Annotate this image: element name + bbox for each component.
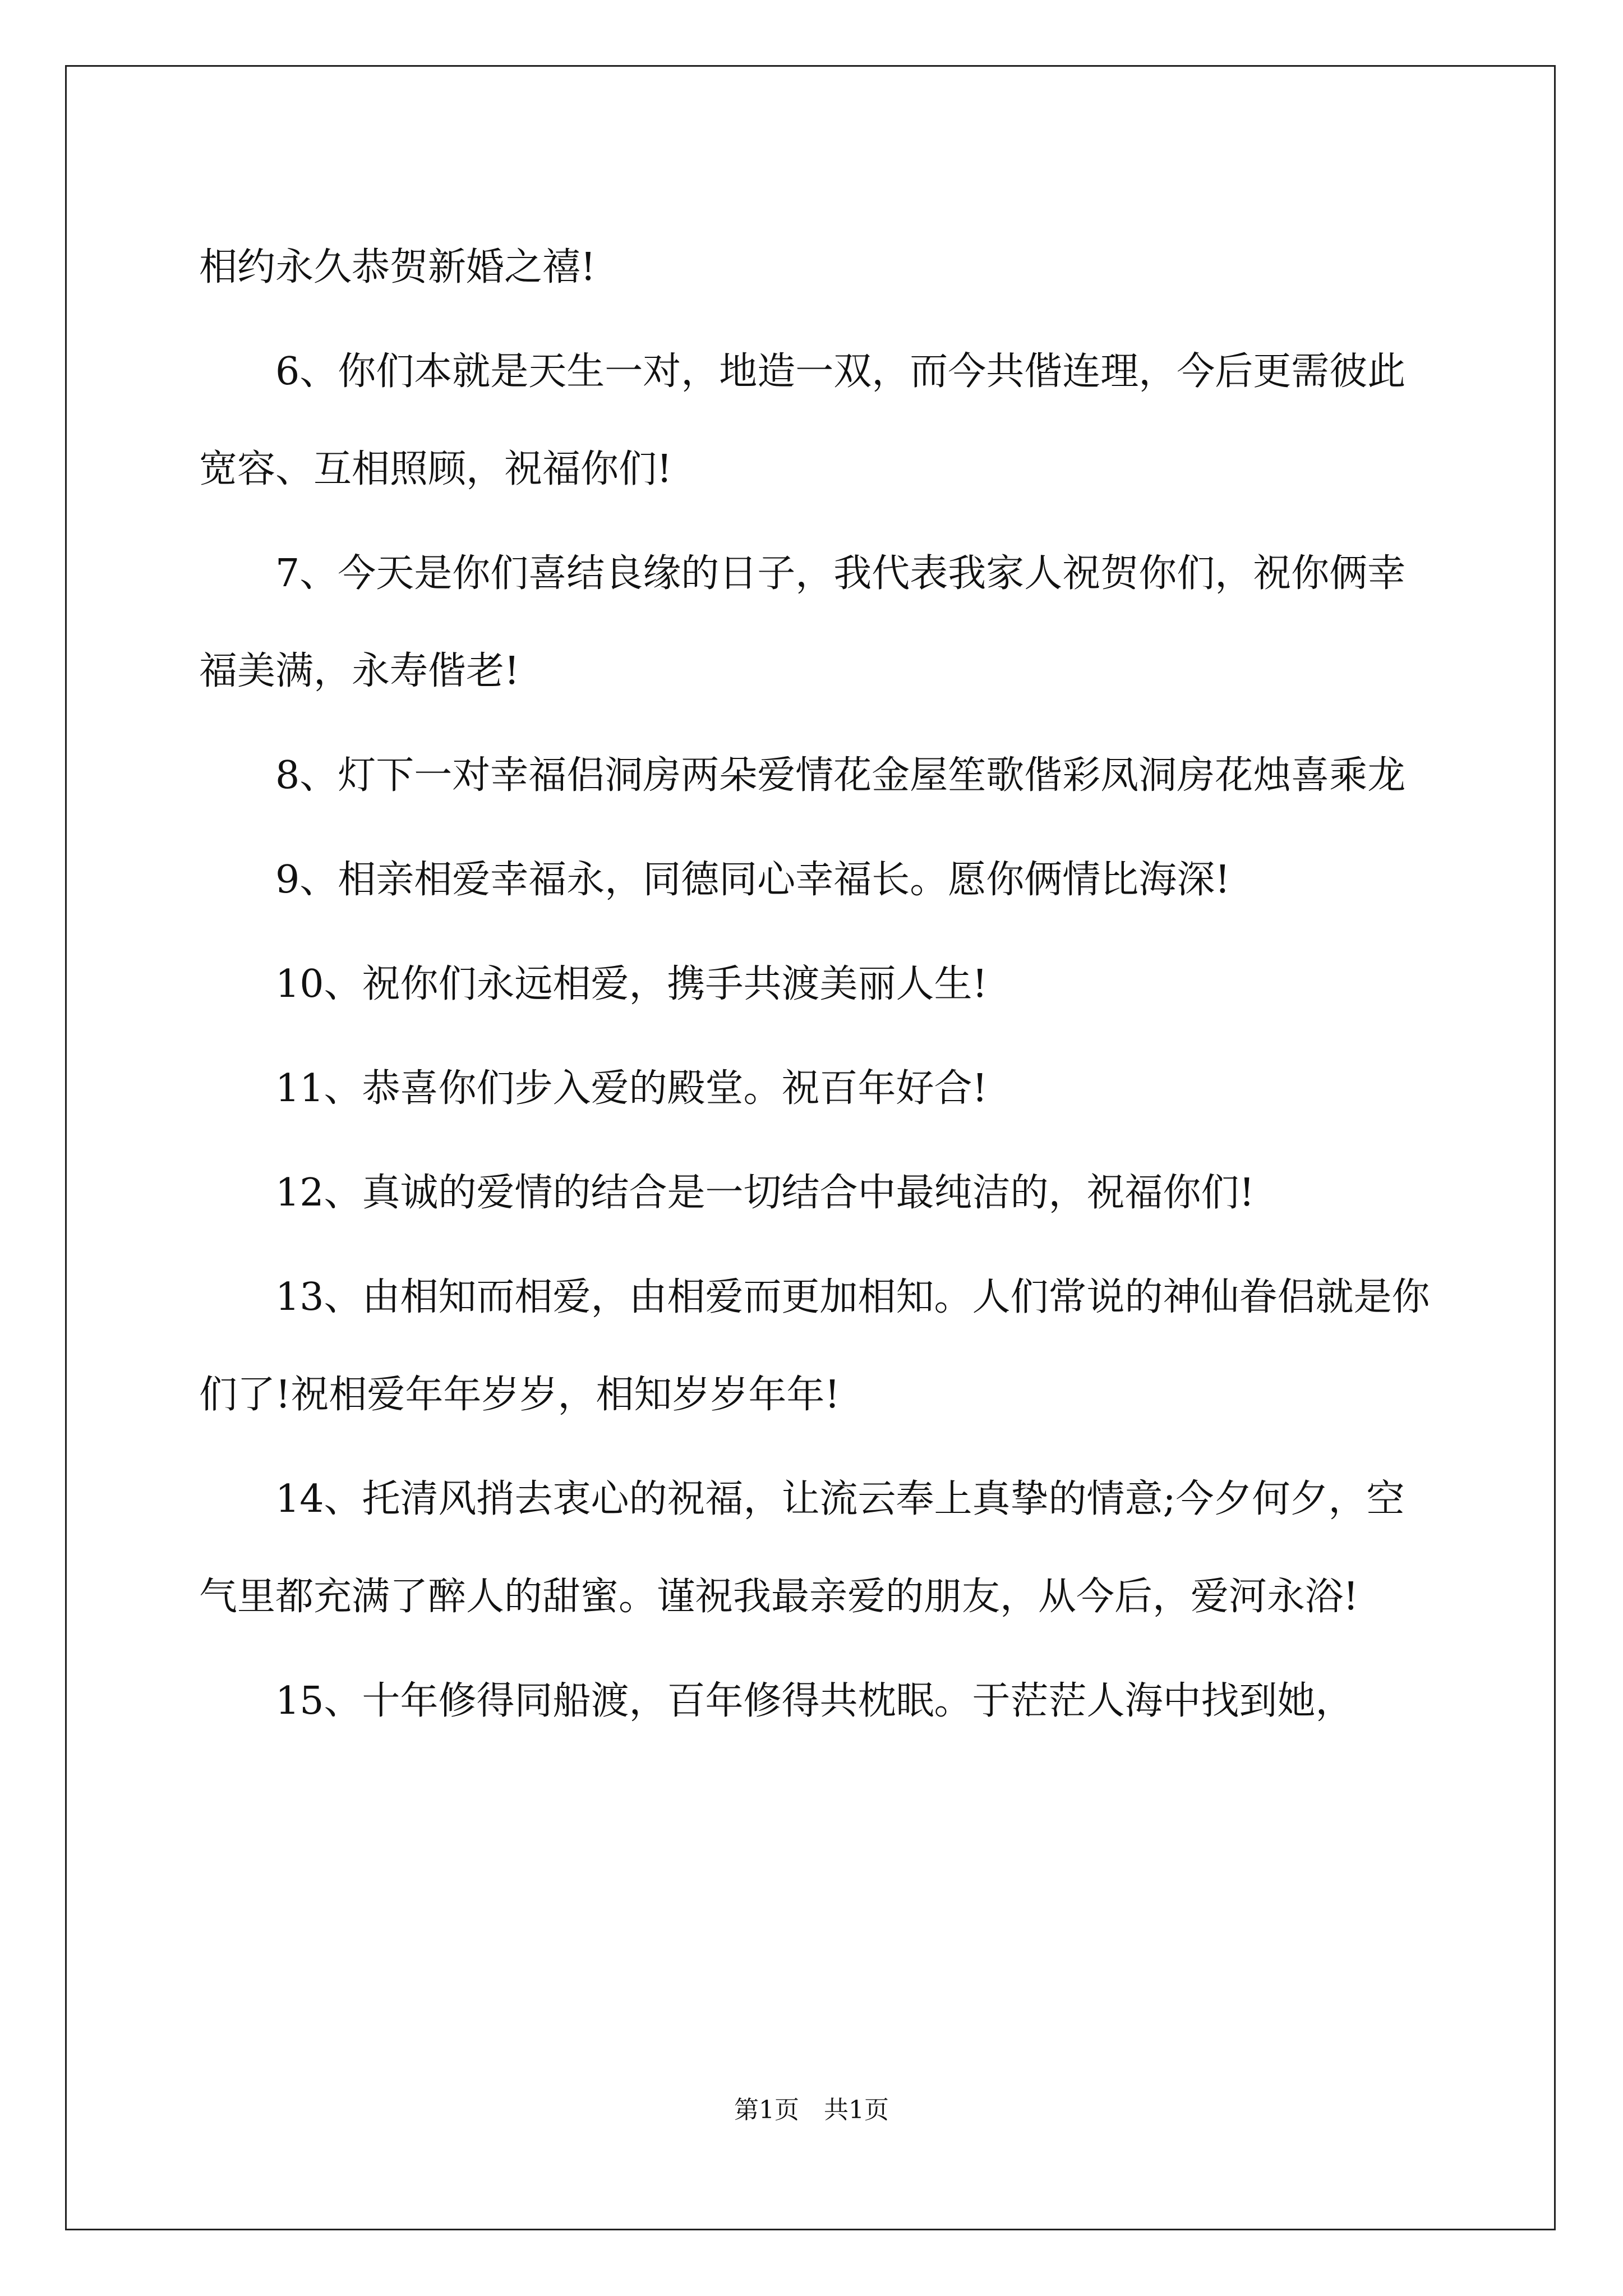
paragraph-7: 12、真诚的爱情的结合是一切结合中最纯洁的，祝福你们! xyxy=(275,1171,1255,1215)
paragraph-10: 15、十年修得同船渡，百年修得共枕眠。于茫茫人海中找到她， xyxy=(275,1679,1354,1723)
paragraph-8: 13、由相知而相爱，由相爱而更加相知。人们常说的神仙眷侣就是你们了!祝相爱年年岁岁，相知岁岁年年! xyxy=(199,1275,1430,1417)
paragraph-2: 7、今天是你们喜结良缘的日子，我代表我家人祝贺你们，祝你俩幸福美满，永寿偕老! xyxy=(199,551,1406,693)
paragraph-0: 相约永久恭贺新婚之禧! xyxy=(199,245,596,289)
page-footer: 第1页 共1页 xyxy=(734,2096,889,2124)
paragraph-3: 8、灯下一对幸福侣洞房两朵爱情花金屋笙歌偕彩凤洞房花烛喜乘龙 xyxy=(275,753,1406,798)
paragraph-1: 6、你们本就是天生一对，地造一双，而今共偕连理，今后更需彼此宽容、互相照顾，祝福你们! xyxy=(199,349,1406,491)
paragraph-6: 11、恭喜你们步入爱的殿堂。祝百年好合! xyxy=(275,1066,988,1111)
document-body xyxy=(199,219,1433,1757)
paragraph-5: 10、祝你们永远相爱，携手共渡美丽人生! xyxy=(275,962,988,1006)
paragraph-4: 9、相亲相爱幸福永，同德同心幸福长。愿你俩情比海深! xyxy=(275,858,1230,902)
paragraph-9: 14、托清风捎去衷心的祝福，让流云奉上真挚的情意;今夕何夕，空气里都充满了醉人的甜蜜。谨祝我最亲爱的朋友，从今后，爱河永浴! xyxy=(199,1477,1405,1619)
